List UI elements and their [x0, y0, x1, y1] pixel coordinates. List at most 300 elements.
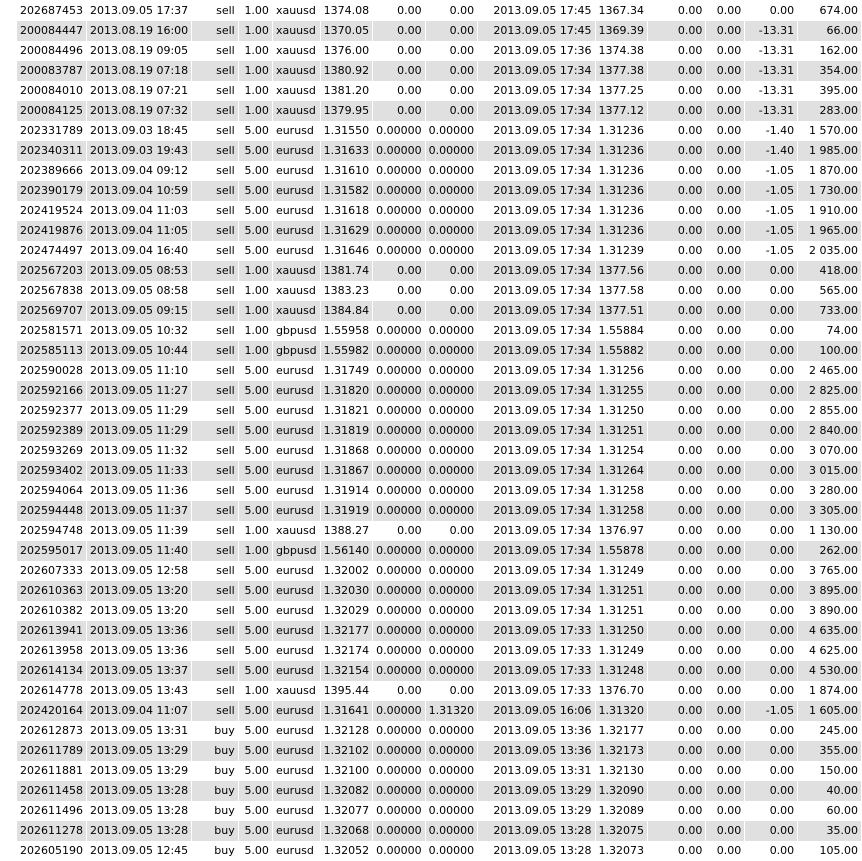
cell-take-profit: 0.00000	[425, 641, 478, 661]
cell-close-time: 2013.09.05 17:34	[478, 81, 595, 101]
cell-size: 5.00	[238, 121, 272, 141]
cell-close-time: 2013.09.05 16:06	[478, 701, 595, 721]
cell-swap: 0.00	[745, 401, 798, 421]
cell-ticket: 202567838	[17, 281, 87, 301]
cell-stop-loss: 0.00	[373, 21, 426, 41]
cell-taxes: 0.00	[706, 501, 745, 521]
cell-type: sell	[192, 181, 239, 201]
cell-stop-loss: 0.00	[373, 101, 426, 121]
cell-swap: 0.00	[745, 1, 798, 21]
cell-stop-loss: 0.00	[373, 1, 426, 21]
cell-commission: 0.00	[648, 241, 706, 261]
cell-take-profit: 0.00000	[425, 801, 478, 821]
cell-open-time: 2013.09.05 10:44	[87, 341, 192, 361]
cell-stop-loss: 0.00000	[373, 141, 426, 161]
cell-swap: 0.00	[745, 261, 798, 281]
table-row	[17, 481, 862, 501]
cell-swap: 0.00	[745, 561, 798, 581]
cell-take-profit: 0.00	[425, 681, 478, 701]
cell-swap: 0.00	[745, 841, 798, 861]
cell-close-time: 2013.09.05 17:34	[478, 461, 595, 481]
cell-size: 1.00	[238, 21, 272, 41]
cell-ticket: 200084447	[17, 21, 87, 41]
cell-profit: 395.00	[798, 81, 862, 101]
cell-close-price: 1.31251	[595, 601, 648, 621]
cell-close-time: 2013.09.05 17:33	[478, 681, 595, 701]
cell-open-price: 1.32174	[320, 641, 373, 661]
cell-close-time: 2013.09.05 17:34	[478, 521, 595, 541]
cell-item: xauusd	[272, 521, 320, 541]
cell-taxes: 0.00	[706, 661, 745, 681]
cell-open-time: 2013.09.05 13:36	[87, 621, 192, 641]
cell-item: xauusd	[272, 261, 320, 281]
cell-profit: 66.00	[798, 21, 862, 41]
cell-commission: 0.00	[648, 401, 706, 421]
cell-close-time: 2013.09.05 17:34	[478, 281, 595, 301]
cell-item: eurusd	[272, 801, 320, 821]
cell-profit: 283.00	[798, 101, 862, 121]
cell-taxes: 0.00	[706, 121, 745, 141]
cell-take-profit: 0.00000	[425, 421, 478, 441]
cell-swap: 0.00	[745, 741, 798, 761]
cell-take-profit: 0.00	[425, 61, 478, 81]
cell-size: 5.00	[238, 221, 272, 241]
cell-close-time: 2013.09.05 17:34	[478, 401, 595, 421]
cell-close-price: 1.31256	[595, 361, 648, 381]
cell-take-profit: 0.00	[425, 101, 478, 121]
cell-close-time: 2013.09.05 17:34	[478, 501, 595, 521]
cell-swap: -1.05	[745, 701, 798, 721]
cell-swap: -13.31	[745, 101, 798, 121]
cell-item: eurusd	[272, 781, 320, 801]
cell-open-time: 2013.09.05 11:29	[87, 421, 192, 441]
cell-profit: 35.00	[798, 821, 862, 841]
cell-stop-loss: 0.00	[373, 261, 426, 281]
cell-take-profit: 0.00000	[425, 321, 478, 341]
cell-close-time: 2013.09.05 17:34	[478, 361, 595, 381]
cell-commission: 0.00	[648, 501, 706, 521]
cell-close-price: 1367.34	[595, 1, 648, 21]
cell-close-price: 1.31249	[595, 641, 648, 661]
cell-stop-loss: 0.00000	[373, 321, 426, 341]
cell-taxes: 0.00	[706, 641, 745, 661]
cell-swap: 0.00	[745, 821, 798, 841]
cell-open-price: 1.31749	[320, 361, 373, 381]
cell-size: 1.00	[238, 101, 272, 121]
cell-ticket: 202593402	[17, 461, 87, 481]
cell-size: 5.00	[238, 621, 272, 641]
cell-commission: 0.00	[648, 761, 706, 781]
cell-type: sell	[192, 581, 239, 601]
cell-open-time: 2013.09.05 13:28	[87, 821, 192, 841]
cell-close-price: 1.31236	[595, 141, 648, 161]
cell-close-price: 1.32073	[595, 841, 648, 861]
cell-open-price: 1.31914	[320, 481, 373, 501]
cell-open-price: 1.32154	[320, 661, 373, 681]
cell-item: xauusd	[272, 81, 320, 101]
cell-open-time: 2013.09.04 11:05	[87, 221, 192, 241]
cell-item: eurusd	[272, 741, 320, 761]
cell-open-time: 2013.09.05 12:45	[87, 841, 192, 861]
cell-item: eurusd	[272, 121, 320, 141]
cell-open-price: 1.31819	[320, 421, 373, 441]
cell-commission: 0.00	[648, 321, 706, 341]
cell-commission: 0.00	[648, 201, 706, 221]
cell-profit: 4 625.00	[798, 641, 862, 661]
cell-commission: 0.00	[648, 341, 706, 361]
cell-stop-loss: 0.00000	[373, 741, 426, 761]
cell-profit: 1 130.00	[798, 521, 862, 541]
cell-open-price: 1383.23	[320, 281, 373, 301]
cell-profit: 3 305.00	[798, 501, 862, 521]
cell-commission: 0.00	[648, 461, 706, 481]
cell-open-time: 2013.09.04 16:40	[87, 241, 192, 261]
cell-type: sell	[192, 341, 239, 361]
cell-ticket: 202340311	[17, 141, 87, 161]
table-row	[17, 541, 862, 561]
cell-item: xauusd	[272, 1, 320, 21]
cell-size: 1.00	[238, 61, 272, 81]
cell-open-price: 1.55982	[320, 341, 373, 361]
cell-profit: 3 280.00	[798, 481, 862, 501]
cell-stop-loss: 0.00000	[373, 621, 426, 641]
cell-stop-loss: 0.00000	[373, 481, 426, 501]
cell-ticket: 202594748	[17, 521, 87, 541]
cell-close-time: 2013.09.05 17:45	[478, 1, 595, 21]
cell-type: sell	[192, 121, 239, 141]
cell-size: 1.00	[238, 1, 272, 21]
cell-open-time: 2013.09.04 10:59	[87, 181, 192, 201]
cell-profit: 105.00	[798, 841, 862, 861]
cell-take-profit: 0.00000	[425, 141, 478, 161]
cell-open-price: 1.32082	[320, 781, 373, 801]
cell-open-price: 1.32002	[320, 561, 373, 581]
cell-take-profit: 0.00000	[425, 821, 478, 841]
cell-profit: 1 570.00	[798, 121, 862, 141]
cell-taxes: 0.00	[706, 41, 745, 61]
cell-size: 1.00	[238, 41, 272, 61]
cell-commission: 0.00	[648, 381, 706, 401]
cell-open-time: 2013.09.04 11:07	[87, 701, 192, 721]
cell-stop-loss: 0.00000	[373, 121, 426, 141]
cell-commission: 0.00	[648, 141, 706, 161]
cell-size: 1.00	[238, 261, 272, 281]
cell-type: sell	[192, 421, 239, 441]
cell-open-price: 1.32077	[320, 801, 373, 821]
cell-open-price: 1.32068	[320, 821, 373, 841]
table-row	[17, 781, 862, 801]
cell-take-profit: 0.00000	[425, 601, 478, 621]
cell-taxes: 0.00	[706, 241, 745, 261]
cell-ticket: 202390179	[17, 181, 87, 201]
cell-size: 1.00	[238, 541, 272, 561]
cell-size: 5.00	[238, 201, 272, 221]
cell-type: sell	[192, 701, 239, 721]
cell-stop-loss: 0.00000	[373, 541, 426, 561]
cell-swap: 0.00	[745, 761, 798, 781]
cell-close-time: 2013.09.05 17:33	[478, 641, 595, 661]
cell-close-time: 2013.09.05 13:31	[478, 761, 595, 781]
cell-item: gbpusd	[272, 541, 320, 561]
cell-profit: 2 855.00	[798, 401, 862, 421]
cell-size: 1.00	[238, 521, 272, 541]
cell-type: sell	[192, 361, 239, 381]
cell-open-price: 1.31641	[320, 701, 373, 721]
cell-profit: 74.00	[798, 321, 862, 341]
cell-item: eurusd	[272, 561, 320, 581]
cell-close-time: 2013.09.05 17:34	[478, 141, 595, 161]
cell-take-profit: 0.00000	[425, 341, 478, 361]
cell-open-price: 1.56140	[320, 541, 373, 561]
cell-open-price: 1.31868	[320, 441, 373, 461]
cell-profit: 1 730.00	[798, 181, 862, 201]
cell-commission: 0.00	[648, 61, 706, 81]
cell-item: xauusd	[272, 281, 320, 301]
cell-ticket: 202590028	[17, 361, 87, 381]
cell-close-time: 2013.09.05 13:28	[478, 841, 595, 861]
cell-close-time: 2013.09.05 17:33	[478, 621, 595, 641]
cell-profit: 3 015.00	[798, 461, 862, 481]
cell-open-time: 2013.09.05 12:58	[87, 561, 192, 581]
cell-ticket: 200083787	[17, 61, 87, 81]
cell-taxes: 0.00	[706, 801, 745, 821]
cell-commission: 0.00	[648, 721, 706, 741]
cell-size: 5.00	[238, 581, 272, 601]
cell-type: sell	[192, 681, 239, 701]
cell-size: 5.00	[238, 561, 272, 581]
cell-ticket: 202592377	[17, 401, 87, 421]
table-row	[17, 521, 862, 541]
cell-close-price: 1.31248	[595, 661, 648, 681]
cell-size: 5.00	[238, 161, 272, 181]
cell-stop-loss: 0.00000	[373, 701, 426, 721]
cell-stop-loss: 0.00000	[373, 461, 426, 481]
table-row	[17, 561, 862, 581]
cell-item: xauusd	[272, 61, 320, 81]
cell-open-time: 2013.09.05 11:10	[87, 361, 192, 381]
cell-taxes: 0.00	[706, 581, 745, 601]
cell-close-price: 1.31251	[595, 581, 648, 601]
cell-swap: 0.00	[745, 341, 798, 361]
cell-size: 5.00	[238, 501, 272, 521]
cell-taxes: 0.00	[706, 81, 745, 101]
cell-swap: 0.00	[745, 521, 798, 541]
cell-close-price: 1.31250	[595, 401, 648, 421]
cell-type: sell	[192, 401, 239, 421]
cell-swap: 0.00	[745, 541, 798, 561]
cell-type: sell	[192, 541, 239, 561]
cell-taxes: 0.00	[706, 541, 745, 561]
cell-size: 5.00	[238, 181, 272, 201]
cell-type: sell	[192, 501, 239, 521]
cell-ticket: 202611496	[17, 801, 87, 821]
cell-commission: 0.00	[648, 21, 706, 41]
cell-taxes: 0.00	[706, 281, 745, 301]
cell-commission: 0.00	[648, 521, 706, 541]
cell-type: sell	[192, 1, 239, 21]
table-row	[17, 801, 862, 821]
cell-close-time: 2013.09.05 17:34	[478, 61, 595, 81]
table-row	[17, 241, 862, 261]
cell-close-price: 1.32090	[595, 781, 648, 801]
cell-open-time: 2013.09.05 09:15	[87, 301, 192, 321]
cell-take-profit: 0.00	[425, 261, 478, 281]
table-row	[17, 421, 862, 441]
cell-commission: 0.00	[648, 441, 706, 461]
table-row	[17, 621, 862, 641]
cell-stop-loss: 0.00	[373, 301, 426, 321]
cell-size: 5.00	[238, 761, 272, 781]
cell-close-time: 2013.09.05 17:34	[478, 441, 595, 461]
cell-stop-loss: 0.00000	[373, 161, 426, 181]
cell-swap: -1.05	[745, 181, 798, 201]
table-row	[17, 381, 862, 401]
cell-take-profit: 0.00	[425, 41, 478, 61]
cell-type: sell	[192, 481, 239, 501]
cell-ticket: 202610382	[17, 601, 87, 621]
cell-size: 5.00	[238, 361, 272, 381]
cell-type: sell	[192, 601, 239, 621]
trade-history-table	[17, 1, 862, 861]
cell-ticket: 202605190	[17, 841, 87, 861]
table-row	[17, 181, 862, 201]
cell-item: xauusd	[272, 681, 320, 701]
cell-close-time: 2013.09.05 17:34	[478, 601, 595, 621]
table-row	[17, 201, 862, 221]
cell-open-price: 1.31821	[320, 401, 373, 421]
table-row	[17, 161, 862, 181]
cell-ticket: 202567203	[17, 261, 87, 281]
cell-open-time: 2013.09.05 13:20	[87, 601, 192, 621]
cell-open-price: 1.31919	[320, 501, 373, 521]
cell-stop-loss: 0.00000	[373, 761, 426, 781]
cell-open-price: 1381.74	[320, 261, 373, 281]
cell-take-profit: 0.00000	[425, 241, 478, 261]
cell-open-price: 1.55958	[320, 321, 373, 341]
cell-size: 1.00	[238, 681, 272, 701]
cell-close-price: 1.32089	[595, 801, 648, 821]
cell-take-profit: 0.00	[425, 21, 478, 41]
cell-taxes: 0.00	[706, 221, 745, 241]
cell-ticket: 202389666	[17, 161, 87, 181]
cell-type: buy	[192, 801, 239, 821]
cell-item: eurusd	[272, 501, 320, 521]
cell-taxes: 0.00	[706, 21, 745, 41]
cell-open-time: 2013.08.19 07:18	[87, 61, 192, 81]
cell-taxes: 0.00	[706, 721, 745, 741]
cell-close-price: 1.32130	[595, 761, 648, 781]
cell-close-time: 2013.09.05 17:34	[478, 541, 595, 561]
cell-stop-loss: 0.00000	[373, 401, 426, 421]
cell-profit: 60.00	[798, 801, 862, 821]
cell-open-price: 1.31610	[320, 161, 373, 181]
cell-stop-loss: 0.00000	[373, 441, 426, 461]
cell-commission: 0.00	[648, 821, 706, 841]
table-row	[17, 841, 862, 861]
cell-taxes: 0.00	[706, 461, 745, 481]
table-row	[17, 341, 862, 361]
cell-close-price: 1377.38	[595, 61, 648, 81]
cell-open-time: 2013.09.05 13:36	[87, 641, 192, 661]
cell-open-price: 1.31582	[320, 181, 373, 201]
cell-commission: 0.00	[648, 121, 706, 141]
cell-stop-loss: 0.00000	[373, 221, 426, 241]
cell-close-price: 1376.97	[595, 521, 648, 541]
cell-close-price: 1.31251	[595, 421, 648, 441]
cell-close-price: 1.31239	[595, 241, 648, 261]
cell-swap: 0.00	[745, 361, 798, 381]
cell-size: 5.00	[238, 661, 272, 681]
cell-item: gbpusd	[272, 341, 320, 361]
cell-close-time: 2013.09.05 17:34	[478, 121, 595, 141]
table-row	[17, 441, 862, 461]
cell-profit: 162.00	[798, 41, 862, 61]
cell-commission: 0.00	[648, 221, 706, 241]
cell-ticket: 202594064	[17, 481, 87, 501]
cell-swap: -1.05	[745, 161, 798, 181]
cell-close-time: 2013.09.05 17:34	[478, 481, 595, 501]
table-row	[17, 701, 862, 721]
cell-commission: 0.00	[648, 841, 706, 861]
cell-size: 5.00	[238, 381, 272, 401]
cell-ticket: 202613958	[17, 641, 87, 661]
cell-ticket: 202419524	[17, 201, 87, 221]
cell-swap: -13.31	[745, 81, 798, 101]
cell-close-time: 2013.09.05 17:34	[478, 321, 595, 341]
cell-taxes: 0.00	[706, 521, 745, 541]
cell-close-price: 1.31258	[595, 481, 648, 501]
cell-stop-loss: 0.00	[373, 521, 426, 541]
cell-take-profit: 0.00000	[425, 161, 478, 181]
cell-ticket: 202611458	[17, 781, 87, 801]
cell-commission: 0.00	[648, 281, 706, 301]
cell-open-price: 1376.00	[320, 41, 373, 61]
cell-close-price: 1.31236	[595, 221, 648, 241]
cell-type: sell	[192, 21, 239, 41]
table-row	[17, 461, 862, 481]
cell-open-price: 1.32100	[320, 761, 373, 781]
cell-ticket: 200084010	[17, 81, 87, 101]
cell-taxes: 0.00	[706, 301, 745, 321]
cell-close-time: 2013.09.05 17:34	[478, 561, 595, 581]
cell-stop-loss: 0.00000	[373, 201, 426, 221]
cell-size: 5.00	[238, 601, 272, 621]
cell-open-price: 1388.27	[320, 521, 373, 541]
table-row	[17, 261, 862, 281]
cell-ticket: 202585113	[17, 341, 87, 361]
cell-type: sell	[192, 101, 239, 121]
cell-close-time: 2013.09.05 17:33	[478, 661, 595, 681]
cell-swap: -13.31	[745, 61, 798, 81]
cell-profit: 1 874.00	[798, 681, 862, 701]
cell-profit: 4 530.00	[798, 661, 862, 681]
cell-open-price: 1.31618	[320, 201, 373, 221]
cell-type: sell	[192, 621, 239, 641]
cell-swap: 0.00	[745, 381, 798, 401]
cell-swap: 0.00	[745, 441, 798, 461]
cell-stop-loss: 0.00000	[373, 781, 426, 801]
cell-open-time: 2013.09.05 13:29	[87, 741, 192, 761]
cell-profit: 1 965.00	[798, 221, 862, 241]
cell-profit: 2 035.00	[798, 241, 862, 261]
cell-profit: 1 910.00	[798, 201, 862, 221]
cell-taxes: 0.00	[706, 441, 745, 461]
cell-open-time: 2013.09.03 19:43	[87, 141, 192, 161]
cell-size: 5.00	[238, 721, 272, 741]
cell-type: buy	[192, 781, 239, 801]
cell-close-time: 2013.09.05 17:34	[478, 201, 595, 221]
cell-item: eurusd	[272, 381, 320, 401]
